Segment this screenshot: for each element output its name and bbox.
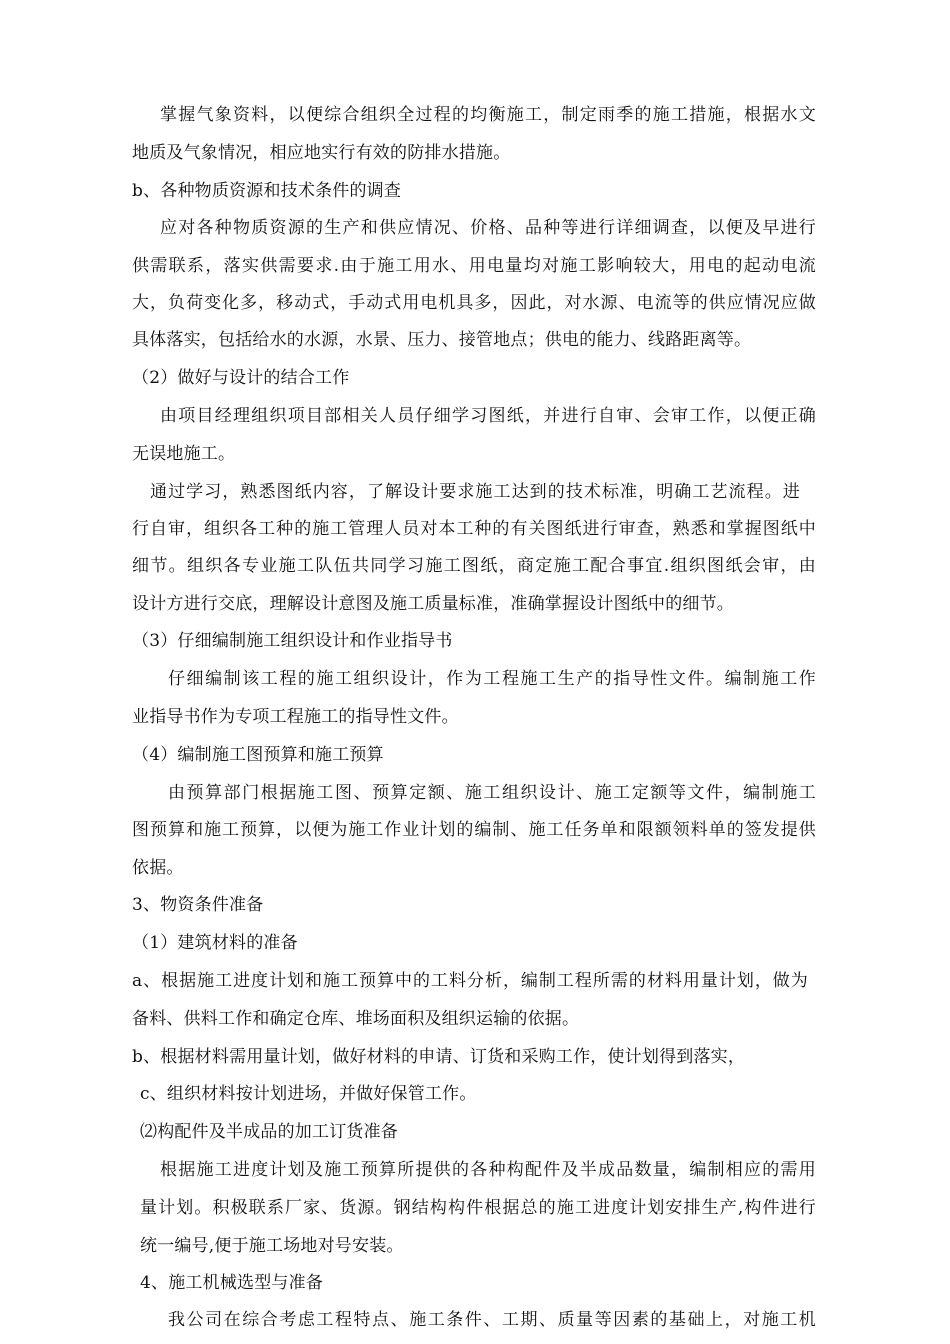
paragraph-line: 备料、供料工作和确定仓库、堆场面积及组织运输的依据。	[132, 1009, 580, 1029]
section-heading: （3）仔细编制施工组织设计和作业指导书	[132, 631, 453, 651]
section-heading: （2）做好与设计的结合工作	[132, 368, 350, 388]
paragraph-line: c、组织材料按计划进场，并做好保管工作。	[140, 1084, 477, 1104]
paragraph-line: 根据施工进度计划及施工预算所提供的各种构配件及半成品数量，编制相应的需用	[160, 1160, 816, 1180]
paragraph-line: 应对各种物质资源的生产和供应情况、价格、品种等进行详细调查，以便及早进行	[160, 218, 816, 238]
paragraph-line: 图预算和施工预算，以便为施工作业计划的编制、施工任务单和限额领料单的签发提供	[132, 820, 816, 840]
paragraph-line: b、根据材料需用量计划，做好材料的申请、订货和采购工作，使计划得到落实，	[132, 1047, 746, 1067]
paragraph-line: 依据。	[132, 858, 184, 878]
paragraph-line: 细节。组织各专业施工队伍共同学习施工图纸，商定施工配合事宜.组织图纸会审，由	[132, 556, 816, 576]
paragraph-line: 量计划。积极联系厂家、货源。钢结构构件根据总的施工进度计划安排生产,构件进行	[140, 1198, 816, 1218]
paragraph-line: 大，负荷变化多，移动式，手动式用电机具多，因此，对水源、电流等的供应情况应做	[132, 293, 816, 313]
paragraph-line: 业指导书作为专项工程施工的指导性文件。	[132, 707, 459, 727]
section-heading: 3、物资条件准备	[132, 895, 264, 915]
paragraph-line: 统一编号,便于施工场地对号安装。	[140, 1236, 404, 1256]
section-heading: b、各种物质资源和技术条件的调查	[132, 181, 402, 201]
section-heading: （4）编制施工图预算和施工预算	[132, 745, 384, 765]
section-heading: （1）建筑材料的准备	[132, 933, 298, 953]
paragraph-line: 掌握气象资料，以便综合组织全过程的均衡施工，制定雨季的施工措施，根据水文	[160, 105, 816, 125]
paragraph-line: 仔细编制该工程的施工组织设计，作为工程施工生产的指导性文件。编制施工作	[168, 669, 816, 689]
paragraph-line: 由预算部门根据施工图、预算定额、施工组织设计、施工定额等文件，编制施工	[168, 783, 816, 803]
paragraph-line: 通过学习，熟悉图纸内容，了解设计要求施工达到的技术标准，明确工艺流程。进	[150, 482, 800, 502]
section-heading: 4、施工机械选型与准备	[140, 1273, 324, 1293]
paragraph-line: 具体落实，包括给水的水源，水景、压力、接管地点；供电的能力、线路距离等。	[132, 330, 752, 350]
paragraph-line: 我公司在综合考虑工程特点、施工条件、工期、质量等因素的基础上，对施工机	[168, 1310, 816, 1330]
paragraph-line: 无误地施工。	[132, 444, 236, 464]
paragraph-line: 地质及气象情况，相应地实行有效的防排水措施。	[132, 143, 511, 163]
paragraph-line: 由项目经理组织项目部相关人员仔细学习图纸，并进行自审、会审工作，以便正确	[160, 406, 816, 426]
paragraph-line: 设计方进行交底，理解设计意图及施工质量标准，准确掌握设计图纸中的细节。	[132, 594, 734, 614]
paragraph-line: 供需联系，落实供需要求.由于施工用水、用电量均对施工影响较大，用电的起动电流	[132, 256, 816, 276]
paragraph-line: a、根据施工进度计划和施工预算中的工料分析，编制工程所需的材料用量计划，做为	[132, 971, 808, 991]
section-heading: ⑵构配件及半成品的加工订货准备	[140, 1122, 398, 1142]
paragraph-line: 行自审，组织各工种的施工管理人员对本工种的有关图纸进行审查，熟悉和掌握图纸中	[132, 519, 816, 539]
